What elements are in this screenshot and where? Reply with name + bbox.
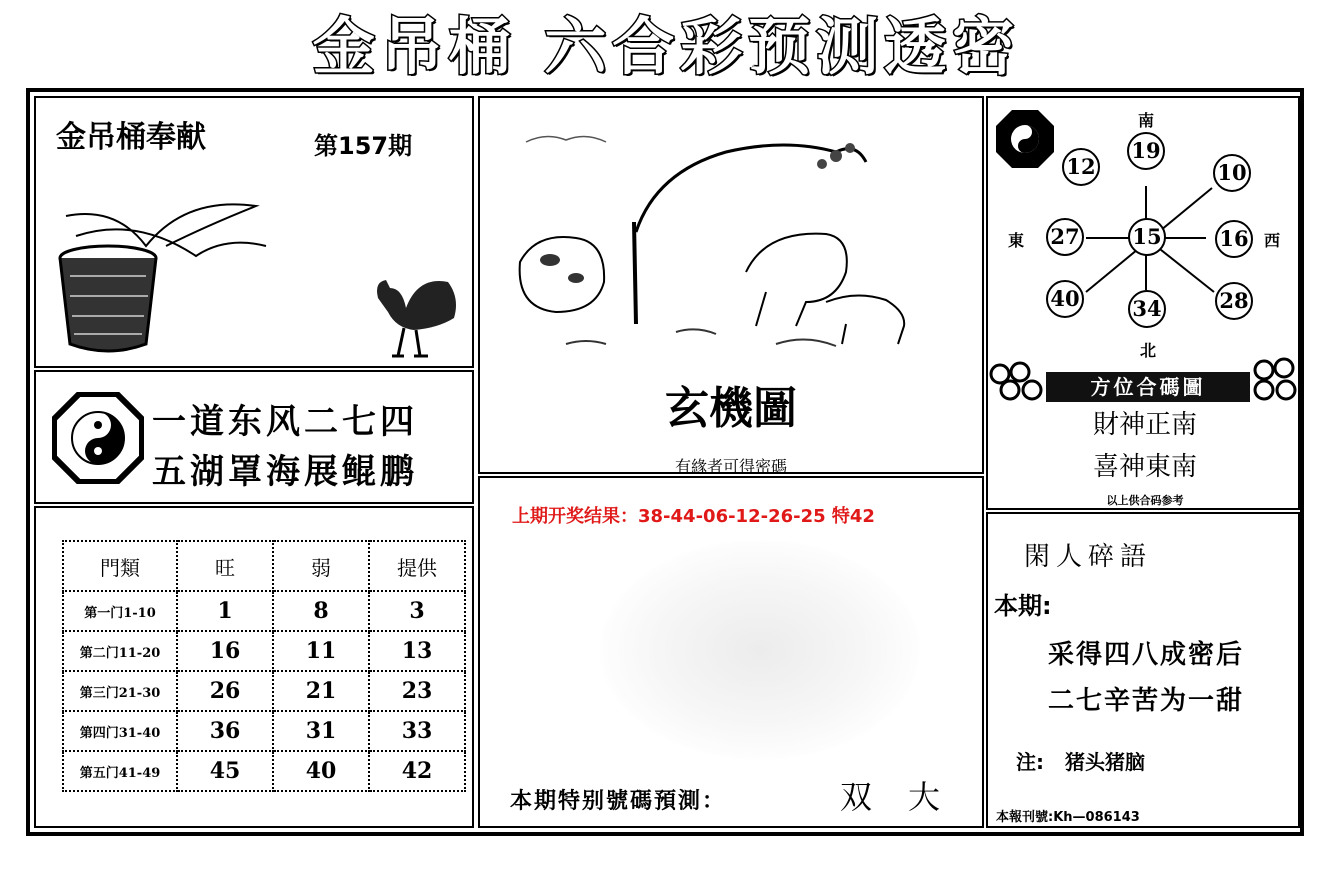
special-value: 双: [840, 778, 909, 816]
compass-number-se: 28: [1215, 282, 1253, 320]
poem-line-1: 一道东风二七四: [152, 402, 418, 442]
poem-line-2: 五湖罩海展鲲鹏: [152, 452, 418, 492]
special-value: 大: [908, 778, 977, 816]
compass-west: 西: [1264, 231, 1281, 250]
note-label: 注:: [1016, 750, 1044, 774]
gate-label: 第四门31-40: [63, 711, 177, 751]
joy-god: 喜神東南: [1092, 452, 1197, 482]
gate-value: 45: [177, 751, 273, 791]
blank-area: [600, 540, 920, 760]
compass-number-ne: 10: [1213, 154, 1251, 192]
table-row: [63, 711, 465, 751]
verse-line-2: 二七辛苦为一甜: [1047, 686, 1244, 716]
gate-label: 第五门41-49: [63, 751, 177, 791]
gate-value: 11: [273, 631, 369, 671]
gate-label: 第一门1-10: [63, 591, 177, 631]
gate-value: 23: [369, 671, 465, 711]
gates-table: [62, 540, 466, 792]
table-row: [63, 671, 465, 711]
gate-value: 33: [369, 711, 465, 751]
gate-value: 42: [369, 751, 465, 791]
brand-text: 金吊桶奉献: [56, 120, 206, 155]
gate-label: 第三门21-30: [63, 671, 177, 711]
compass-number-w: 27: [1046, 218, 1084, 256]
compass-south: 南: [1138, 111, 1155, 130]
gates-header: 門類: [63, 541, 177, 591]
table-row: [63, 631, 465, 671]
picture-hint: 有緣者可得密碼: [674, 457, 787, 476]
gate-value: 26: [177, 671, 273, 711]
issue-label: 本期:: [994, 592, 1052, 620]
note: [1016, 746, 1145, 775]
wealth-god: 財神正南: [1092, 410, 1197, 440]
gate-value: 21: [273, 671, 369, 711]
gate-value: 36: [177, 711, 273, 751]
bagua-icon: [52, 392, 144, 484]
gate-value: 8: [273, 591, 369, 631]
reference-note: 以上供合码参考: [1106, 494, 1184, 507]
riddle-picture: [506, 112, 956, 362]
gate-value: 13: [369, 631, 465, 671]
verse-line-1: 采得四八成密后: [1047, 640, 1244, 670]
publication-code: 本報刊號:Kh—086143: [996, 810, 1140, 825]
compass-number-s: 34: [1128, 290, 1166, 328]
compass-north: 北: [1140, 341, 1157, 360]
gate-value: 3: [369, 591, 465, 631]
bucket-illustration: [56, 176, 276, 362]
gate-label: 第二门11-20: [63, 631, 177, 671]
special-number-values: [840, 772, 976, 818]
gates-header: 提供: [369, 541, 465, 591]
gates-header: 旺: [177, 541, 273, 591]
table-row: [63, 591, 465, 631]
compass-number-n: 19: [1127, 132, 1165, 170]
gate-value: 16: [177, 631, 273, 671]
picture-title: 玄機圖: [665, 383, 797, 434]
table-row: [63, 751, 465, 791]
direction-banner: 方位合碼圖: [1046, 372, 1250, 402]
last-draw-result: 上期开奖结果：38-44-06-12-26-25 特42: [512, 506, 875, 527]
gates-header-row: [63, 541, 465, 591]
cloud-ornament-right: [1250, 356, 1302, 410]
compass-number-center: 15: [1128, 218, 1166, 256]
gossip-heading: 閑人碎語: [1024, 542, 1153, 572]
issue-number: 第157期: [314, 132, 413, 160]
note-text: 猪头猪脑: [1064, 750, 1145, 774]
compass-number-nw: 12: [1062, 148, 1100, 186]
rooster-illustration: [368, 268, 464, 362]
special-number-label: 本期特别號碼預測：: [510, 788, 727, 814]
compass-east: 東: [1008, 231, 1025, 250]
page-title: 金吊桶 六合彩预测透密: [312, 10, 1021, 83]
gate-value: 1: [177, 591, 273, 631]
compass-number-sw: 40: [1046, 280, 1084, 318]
compass-number-e: 16: [1215, 220, 1253, 258]
cloud-ornament-left: [988, 360, 1048, 410]
gates-header: 弱: [273, 541, 369, 591]
gate-value: 31: [273, 711, 369, 751]
gate-value: 40: [273, 751, 369, 791]
